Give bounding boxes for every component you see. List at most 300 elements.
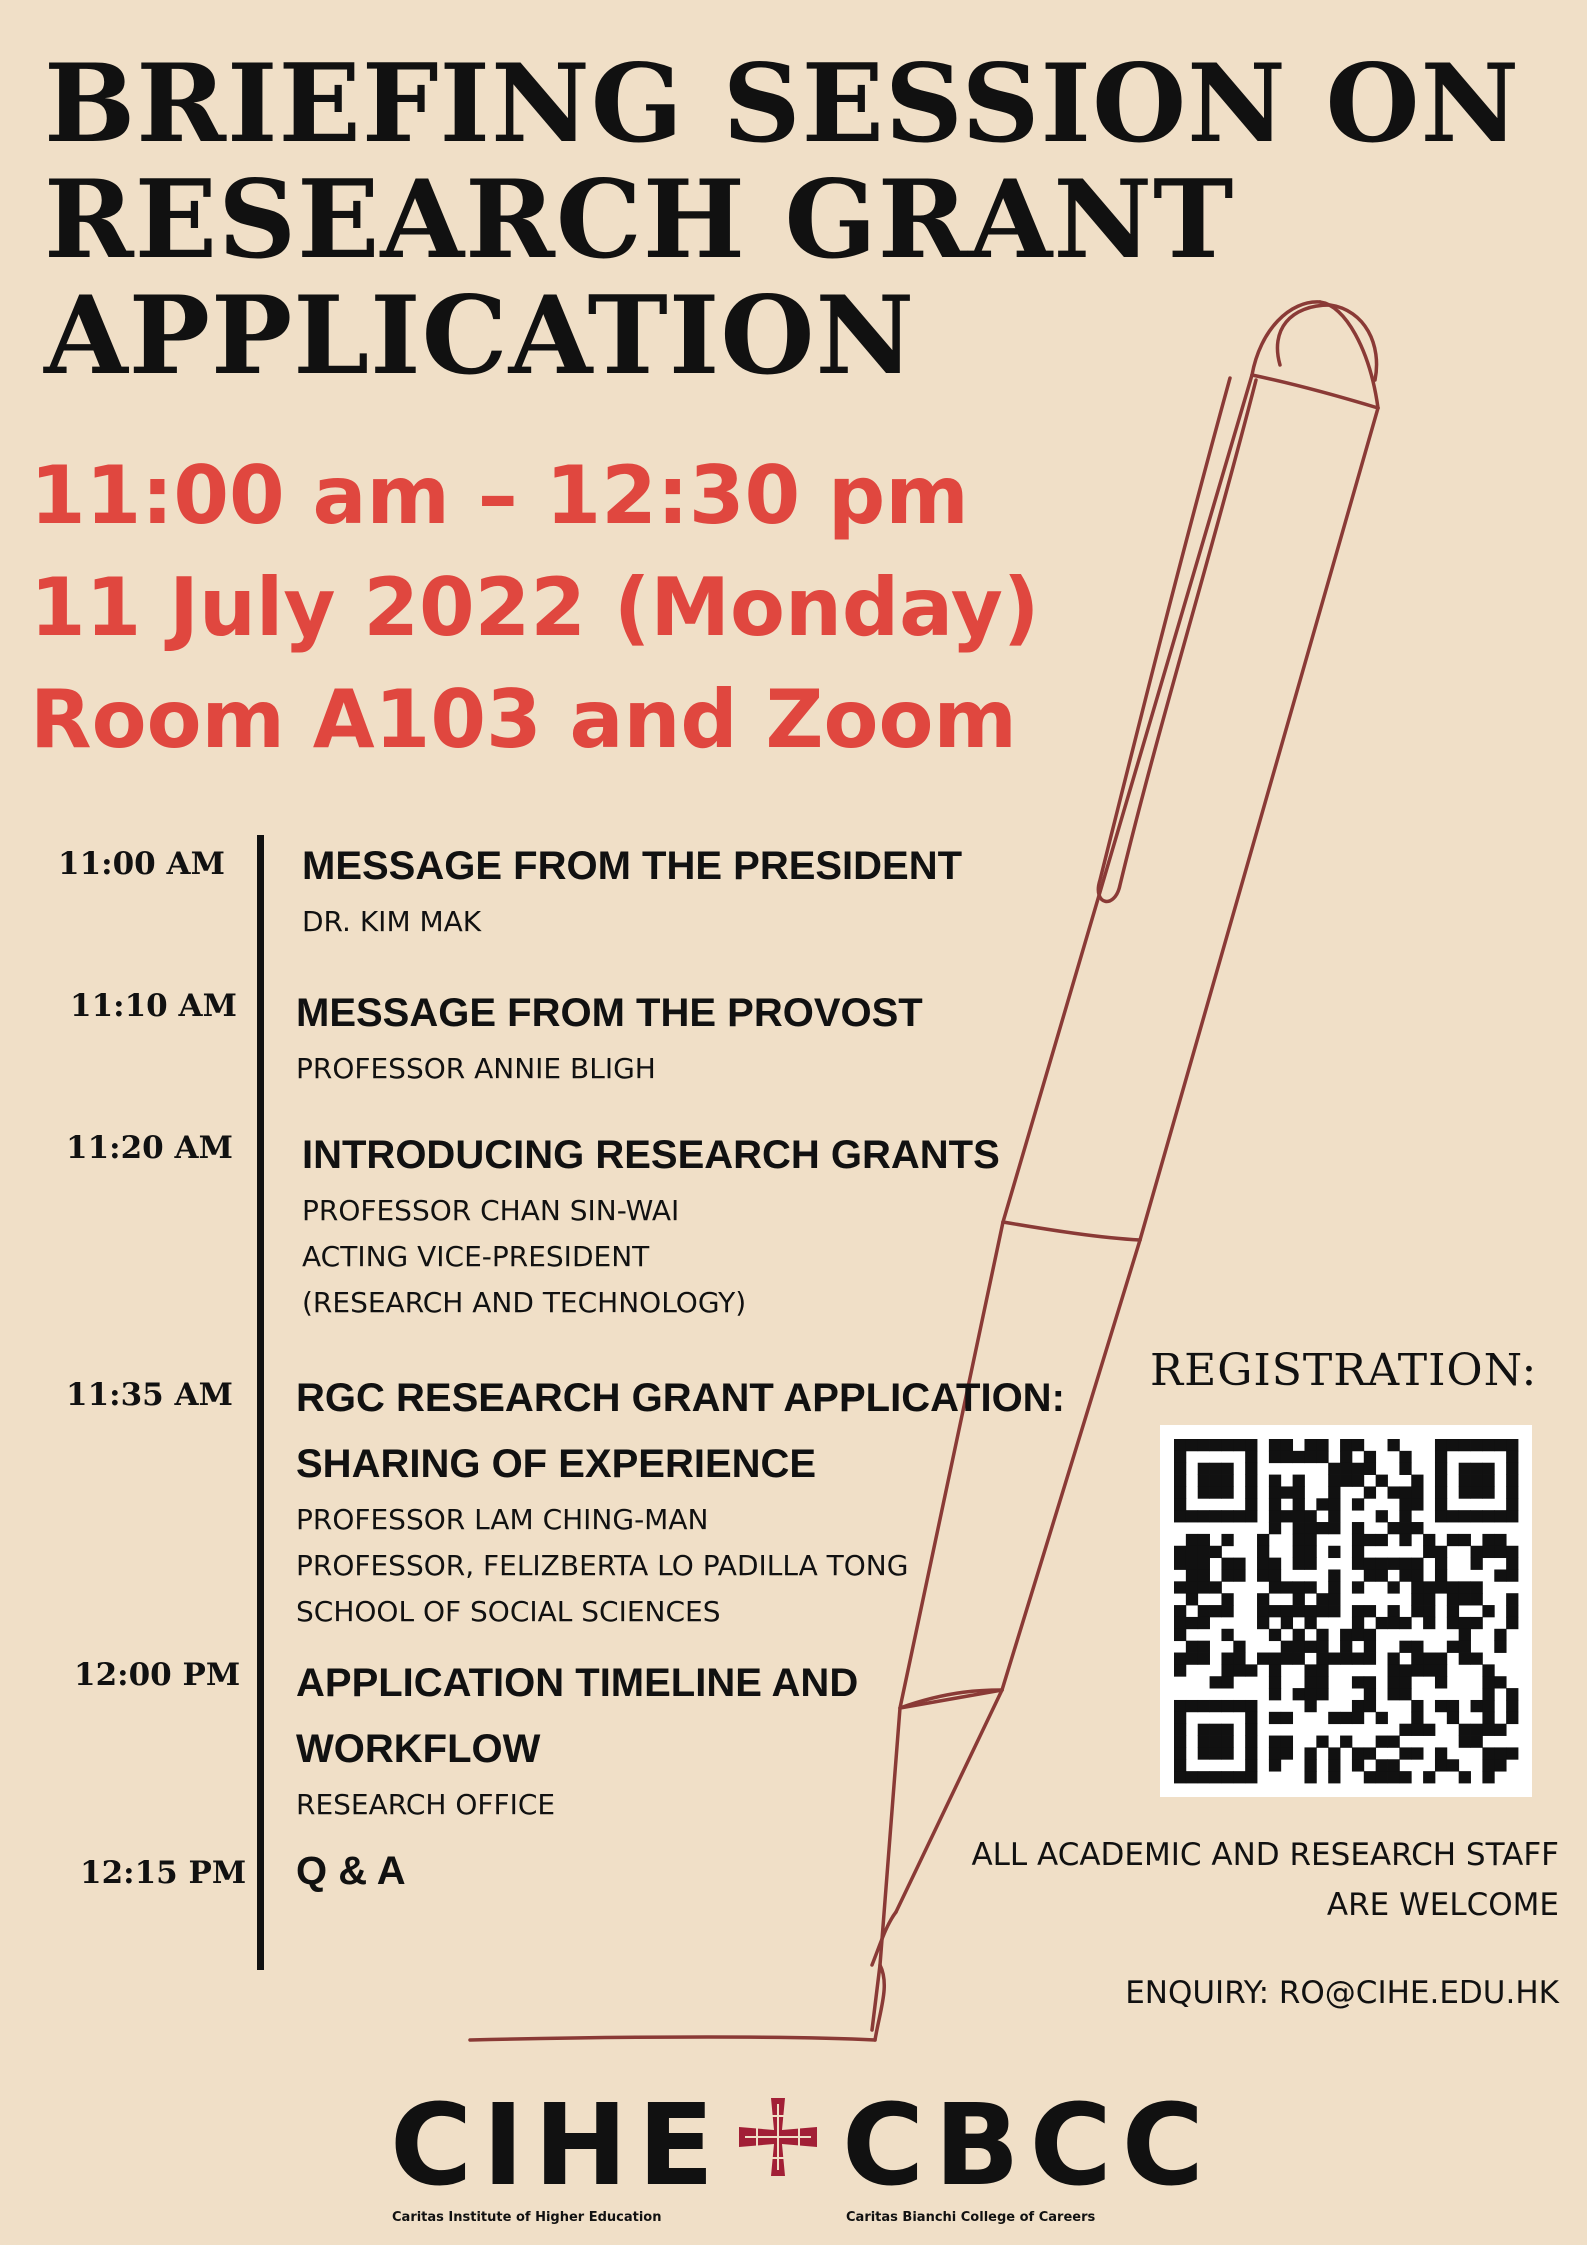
qr-module — [1447, 1617, 1459, 1629]
qr-module — [1210, 1581, 1222, 1593]
qr-module — [1221, 1700, 1233, 1712]
qr-module — [1233, 1510, 1245, 1522]
qr-module — [1411, 1475, 1423, 1487]
qr-module — [1388, 1759, 1400, 1771]
qr-module — [1221, 1653, 1233, 1665]
qr-module — [1257, 1569, 1269, 1581]
qr-module — [1459, 1724, 1471, 1736]
qr-module — [1269, 1759, 1281, 1771]
qr-module — [1482, 1486, 1494, 1498]
qr-module — [1304, 1451, 1316, 1463]
qr-module — [1328, 1569, 1340, 1581]
qr-module — [1506, 1569, 1518, 1581]
qr-module — [1210, 1486, 1222, 1498]
qr-module — [1447, 1593, 1459, 1605]
qr-module — [1376, 1510, 1388, 1522]
schedule-time: 11:35 AM — [66, 1377, 233, 1413]
qr-module — [1352, 1522, 1364, 1534]
qr-module — [1399, 1676, 1411, 1688]
qr-module — [1186, 1700, 1198, 1712]
qr-module — [1494, 1747, 1506, 1759]
schedule-time: 12:00 PM — [74, 1657, 241, 1693]
qr-module — [1269, 1522, 1281, 1534]
schedule-detail: SCHOOL OF SOCIAL SCIENCES — [296, 1595, 721, 1628]
qr-module — [1221, 1747, 1233, 1759]
qr-module — [1233, 1558, 1245, 1570]
qr-module — [1399, 1451, 1411, 1463]
qr-module — [1269, 1605, 1281, 1617]
qr-module — [1340, 1653, 1352, 1665]
qr-module — [1494, 1534, 1506, 1546]
qr-module — [1388, 1439, 1400, 1451]
qr-module — [1233, 1700, 1245, 1712]
qr-module — [1364, 1747, 1376, 1759]
qr-module — [1198, 1475, 1210, 1487]
qr-module — [1245, 1475, 1257, 1487]
qr-module — [1352, 1463, 1364, 1475]
qr-module — [1364, 1534, 1376, 1546]
qr-module — [1174, 1771, 1186, 1783]
qr-module — [1233, 1569, 1245, 1581]
qr-module — [1328, 1463, 1340, 1475]
qr-module — [1304, 1641, 1316, 1653]
schedule-title: MESSAGE FROM THE PRESIDENT — [302, 844, 963, 888]
qr-module — [1506, 1558, 1518, 1570]
qr-module — [1221, 1629, 1233, 1641]
qr-module — [1233, 1641, 1245, 1653]
qr-module — [1506, 1451, 1518, 1463]
qr-module — [1186, 1534, 1198, 1546]
audience-line-2: ARE WELCOME — [1326, 1887, 1559, 1923]
qr-module — [1174, 1546, 1186, 1558]
qr-module — [1388, 1486, 1400, 1498]
timeline-divider — [257, 835, 264, 1970]
qr-module — [1411, 1641, 1423, 1653]
qr-module — [1281, 1653, 1293, 1665]
qr-module — [1423, 1664, 1435, 1676]
qr-module — [1257, 1605, 1269, 1617]
qr-module — [1352, 1700, 1364, 1712]
qr-module — [1198, 1569, 1210, 1581]
qr-module — [1257, 1593, 1269, 1605]
qr-module — [1482, 1700, 1494, 1712]
qr-module — [1482, 1439, 1494, 1451]
qr-module — [1352, 1653, 1364, 1665]
qr-module — [1352, 1747, 1364, 1759]
qr-module — [1494, 1676, 1506, 1688]
cihe-logo-subtitle: Caritas Institute of Higher Education — [392, 2210, 662, 2225]
qr-module — [1411, 1486, 1423, 1498]
schedule-title: SHARING OF EXPERIENCE — [296, 1442, 817, 1486]
qr-module — [1293, 1653, 1305, 1665]
qr-module — [1174, 1759, 1186, 1771]
qr-module — [1174, 1581, 1186, 1593]
title-line-1: BRIEFING SESSION ON — [44, 41, 1521, 167]
qr-module — [1340, 1641, 1352, 1653]
qr-module — [1210, 1605, 1222, 1617]
qr-module — [1364, 1700, 1376, 1712]
qr-module — [1304, 1522, 1316, 1534]
qr-module — [1269, 1712, 1281, 1724]
qr-module — [1506, 1510, 1518, 1522]
qr-module — [1233, 1664, 1245, 1676]
qr-module — [1221, 1664, 1233, 1676]
schedule-title: APPLICATION TIMELINE AND — [296, 1661, 859, 1705]
qr-module — [1482, 1475, 1494, 1487]
qr-module — [1245, 1463, 1257, 1475]
qr-module — [1221, 1593, 1233, 1605]
qr-module — [1482, 1664, 1494, 1676]
qr-module — [1435, 1498, 1447, 1510]
qr-module — [1281, 1747, 1293, 1759]
qr-module — [1482, 1688, 1494, 1700]
qr-module — [1174, 1747, 1186, 1759]
schedule-detail: RESEARCH OFFICE — [296, 1788, 556, 1821]
qr-module — [1494, 1641, 1506, 1653]
qr-module — [1399, 1558, 1411, 1570]
qr-module — [1186, 1546, 1198, 1558]
qr-module — [1506, 1486, 1518, 1498]
qr-module — [1316, 1688, 1328, 1700]
qr-module — [1281, 1439, 1293, 1451]
qr-module — [1293, 1593, 1305, 1605]
qr-module — [1376, 1759, 1388, 1771]
qr-module — [1174, 1486, 1186, 1498]
qr-module — [1423, 1617, 1435, 1629]
qr-module — [1174, 1653, 1186, 1665]
qr-module — [1399, 1747, 1411, 1759]
qr-module — [1411, 1581, 1423, 1593]
qr-module — [1376, 1736, 1388, 1748]
qr-module — [1352, 1629, 1364, 1641]
qr-module — [1435, 1676, 1447, 1688]
qr-module — [1316, 1641, 1328, 1653]
qr-module — [1174, 1700, 1186, 1712]
qr-module — [1174, 1439, 1186, 1451]
qr-module — [1174, 1617, 1186, 1629]
qr-module — [1174, 1736, 1186, 1748]
qr-module — [1198, 1747, 1210, 1759]
qr-module — [1304, 1439, 1316, 1451]
qr-module — [1506, 1593, 1518, 1605]
qr-module — [1482, 1510, 1494, 1522]
qr-module — [1471, 1510, 1483, 1522]
qr-module — [1328, 1546, 1340, 1558]
qr-module — [1388, 1664, 1400, 1676]
qr-module — [1352, 1676, 1364, 1688]
schedule-detail: PROFESSOR CHAN SIN-WAI — [302, 1194, 680, 1227]
qr-module — [1304, 1558, 1316, 1570]
qr-module — [1482, 1724, 1494, 1736]
qr-module — [1281, 1510, 1293, 1522]
qr-module — [1198, 1605, 1210, 1617]
qr-module — [1233, 1439, 1245, 1451]
qr-module — [1388, 1676, 1400, 1688]
qr-module — [1459, 1486, 1471, 1498]
qr-module — [1198, 1653, 1210, 1665]
schedule-time: 11:00 AM — [58, 846, 225, 882]
qr-module — [1482, 1676, 1494, 1688]
qr-module — [1352, 1617, 1364, 1629]
qr-module — [1221, 1439, 1233, 1451]
qr-module — [1316, 1676, 1328, 1688]
qr-module — [1376, 1712, 1388, 1724]
qr-module — [1352, 1558, 1364, 1570]
qr-module — [1352, 1581, 1364, 1593]
qr-module — [1388, 1736, 1400, 1748]
qr-module — [1174, 1463, 1186, 1475]
qr-module — [1471, 1486, 1483, 1498]
qr-module — [1399, 1724, 1411, 1736]
qr-module — [1471, 1724, 1483, 1736]
qr-module — [1281, 1486, 1293, 1498]
qr-module — [1506, 1700, 1518, 1712]
qr-module — [1269, 1558, 1281, 1570]
qr-module — [1423, 1724, 1435, 1736]
qr-module — [1269, 1510, 1281, 1522]
qr-module — [1506, 1747, 1518, 1759]
qr-module — [1210, 1724, 1222, 1736]
qr-module — [1304, 1605, 1316, 1617]
qr-module — [1376, 1569, 1388, 1581]
schedule-detail: ACTING VICE-PRESIDENT — [302, 1240, 650, 1273]
qr-module — [1447, 1759, 1459, 1771]
qr-module — [1304, 1546, 1316, 1558]
qr-module — [1328, 1605, 1340, 1617]
qr-module — [1304, 1747, 1316, 1759]
qr-module — [1293, 1558, 1305, 1570]
cihe-logo: CIHE — [390, 2081, 725, 2211]
qr-module — [1471, 1475, 1483, 1487]
qr-module — [1186, 1653, 1198, 1665]
qr-module — [1388, 1581, 1400, 1593]
qr-module — [1245, 1451, 1257, 1463]
qr-module — [1411, 1747, 1423, 1759]
qr-module — [1186, 1510, 1198, 1522]
schedule-detail: (RESEARCH AND TECHNOLOGY) — [302, 1286, 747, 1319]
qr-module — [1364, 1605, 1376, 1617]
qr-module — [1281, 1605, 1293, 1617]
qr-module — [1328, 1771, 1340, 1783]
qr-module — [1447, 1712, 1459, 1724]
qr-module — [1447, 1641, 1459, 1653]
qr-module — [1221, 1558, 1233, 1570]
enquiry-email[interactable]: ENQUIRY: RO@CIHE.EDU.HK — [1125, 1975, 1559, 2011]
qr-module — [1269, 1688, 1281, 1700]
qr-module — [1221, 1463, 1233, 1475]
qr-module — [1316, 1439, 1328, 1451]
qr-module — [1174, 1629, 1186, 1641]
qr-module — [1364, 1569, 1376, 1581]
qr-module — [1245, 1747, 1257, 1759]
qr-module — [1459, 1617, 1471, 1629]
qr-module — [1304, 1581, 1316, 1593]
event-date: 11 July 2022 (Monday) — [30, 561, 1040, 654]
qr-module — [1304, 1771, 1316, 1783]
title-line-2: RESEARCH GRANT — [44, 157, 1235, 283]
qr-module — [1364, 1641, 1376, 1653]
qr-module — [1494, 1546, 1506, 1558]
qr-module — [1376, 1558, 1388, 1570]
schedule-title: RGC RESEARCH GRANT APPLICATION: — [296, 1376, 1065, 1420]
qr-module — [1210, 1510, 1222, 1522]
qr-module — [1423, 1653, 1435, 1665]
qr-module — [1210, 1463, 1222, 1475]
qr-module — [1459, 1463, 1471, 1475]
qr-module — [1328, 1486, 1340, 1498]
qr-module — [1233, 1653, 1245, 1665]
qr-module — [1174, 1451, 1186, 1463]
qr-module — [1281, 1712, 1293, 1724]
qr-module — [1198, 1463, 1210, 1475]
qr-module — [1435, 1664, 1447, 1676]
qr-module — [1245, 1510, 1257, 1522]
qr-module — [1388, 1522, 1400, 1534]
qr-module — [1459, 1581, 1471, 1593]
qr-module — [1435, 1451, 1447, 1463]
qr-module — [1293, 1522, 1305, 1534]
qr-module — [1435, 1747, 1447, 1759]
qr-module — [1269, 1486, 1281, 1498]
qr-module — [1411, 1558, 1423, 1570]
qr-module — [1210, 1676, 1222, 1688]
qr-module — [1174, 1498, 1186, 1510]
qr-module — [1245, 1736, 1257, 1748]
qr-module — [1186, 1641, 1198, 1653]
qr-module — [1435, 1653, 1447, 1665]
qr-module — [1399, 1771, 1411, 1783]
qr-module — [1221, 1736, 1233, 1748]
qr-module — [1293, 1510, 1305, 1522]
qr-module — [1364, 1451, 1376, 1463]
qr-module — [1506, 1712, 1518, 1724]
qr-module — [1352, 1712, 1364, 1724]
qr-module — [1506, 1546, 1518, 1558]
qr-module — [1435, 1510, 1447, 1522]
qr-module — [1376, 1475, 1388, 1487]
qr-module — [1494, 1759, 1506, 1771]
qr-module — [1186, 1439, 1198, 1451]
qr-module — [1352, 1439, 1364, 1451]
qr-module — [1281, 1641, 1293, 1653]
qr-module — [1471, 1653, 1483, 1665]
qr-code[interactable] — [1160, 1425, 1532, 1797]
qr-module — [1316, 1522, 1328, 1534]
qr-module — [1399, 1486, 1411, 1498]
qr-module — [1328, 1747, 1340, 1759]
qr-module — [1198, 1641, 1210, 1653]
qr-module — [1328, 1712, 1340, 1724]
qr-module — [1269, 1653, 1281, 1665]
qr-module — [1198, 1700, 1210, 1712]
qr-module — [1482, 1605, 1494, 1617]
qr-module — [1506, 1498, 1518, 1510]
qr-module — [1447, 1439, 1459, 1451]
qr-module — [1471, 1581, 1483, 1593]
qr-module — [1198, 1724, 1210, 1736]
qr-module — [1210, 1475, 1222, 1487]
qr-module — [1328, 1581, 1340, 1593]
qr-module — [1340, 1451, 1352, 1463]
qr-module — [1471, 1463, 1483, 1475]
qr-module — [1471, 1700, 1483, 1712]
qr-module — [1304, 1534, 1316, 1546]
qr-module — [1304, 1688, 1316, 1700]
qr-module — [1293, 1546, 1305, 1558]
qr-module — [1304, 1510, 1316, 1522]
qr-module — [1198, 1771, 1210, 1783]
qr-module — [1411, 1724, 1423, 1736]
qr-module — [1411, 1712, 1423, 1724]
schedule-title: Q & A — [296, 1849, 406, 1893]
qr-module — [1506, 1688, 1518, 1700]
schedule-time: 11:20 AM — [66, 1130, 233, 1166]
qr-module — [1352, 1546, 1364, 1558]
qr-module — [1388, 1558, 1400, 1570]
qr-module — [1340, 1475, 1352, 1487]
qr-module — [1221, 1486, 1233, 1498]
qr-module — [1269, 1569, 1281, 1581]
qr-module — [1328, 1522, 1340, 1534]
event-time: 11:00 am – 12:30 pm — [30, 449, 969, 542]
qr-module — [1328, 1475, 1340, 1487]
qr-module — [1221, 1475, 1233, 1487]
qr-module — [1423, 1546, 1435, 1558]
qr-module — [1316, 1593, 1328, 1605]
qr-module — [1482, 1546, 1494, 1558]
qr-module — [1482, 1771, 1494, 1783]
qr-module — [1304, 1664, 1316, 1676]
qr-module — [1482, 1747, 1494, 1759]
qr-module — [1328, 1593, 1340, 1605]
qr-module — [1210, 1700, 1222, 1712]
audience-line-1: ALL ACADEMIC AND RESEARCH STAFF — [971, 1837, 1559, 1873]
qr-module — [1340, 1629, 1352, 1641]
qr-module — [1245, 1771, 1257, 1783]
qr-module — [1293, 1688, 1305, 1700]
qr-module — [1269, 1581, 1281, 1593]
qr-module — [1257, 1546, 1269, 1558]
qr-module — [1423, 1581, 1435, 1593]
qr-module — [1482, 1463, 1494, 1475]
qr-module — [1186, 1581, 1198, 1593]
qr-module — [1293, 1475, 1305, 1487]
schedule-item — [296, 1365, 1196, 1635]
qr-module — [1316, 1629, 1328, 1641]
qr-module — [1459, 1736, 1471, 1748]
qr-module — [1459, 1653, 1471, 1665]
title-line-3: APPLICATION — [44, 273, 916, 399]
qr-module — [1447, 1581, 1459, 1593]
qr-module — [1293, 1641, 1305, 1653]
qr-module — [1471, 1593, 1483, 1605]
qr-module — [1269, 1475, 1281, 1487]
qr-module — [1411, 1700, 1423, 1712]
qr-module — [1376, 1534, 1388, 1546]
qr-module — [1340, 1736, 1352, 1748]
qr-module — [1459, 1510, 1471, 1522]
qr-module — [1316, 1736, 1328, 1748]
qr-module — [1411, 1664, 1423, 1676]
qr-module — [1174, 1664, 1186, 1676]
qr-module — [1459, 1641, 1471, 1653]
qr-module — [1281, 1451, 1293, 1463]
schedule-detail: PROFESSOR ANNIE BLIGH — [296, 1052, 656, 1085]
qr-module — [1435, 1700, 1447, 1712]
qr-module — [1459, 1439, 1471, 1451]
qr-module — [1399, 1688, 1411, 1700]
qr-module — [1174, 1605, 1186, 1617]
